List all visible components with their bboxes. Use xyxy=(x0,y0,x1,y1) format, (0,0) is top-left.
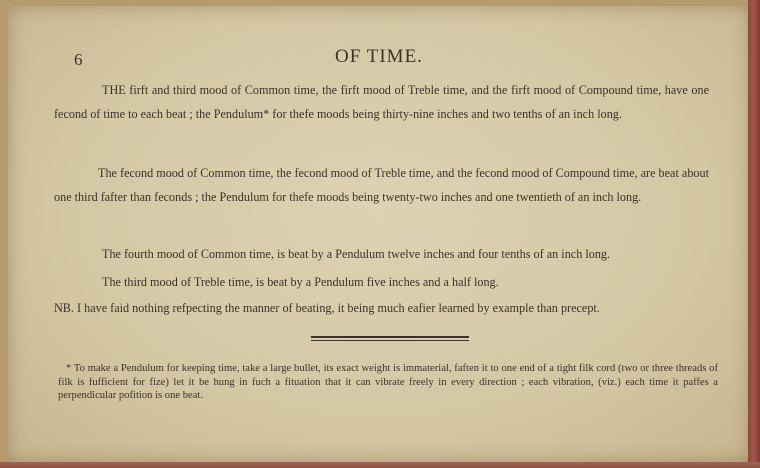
book-cover-edge xyxy=(748,0,760,468)
book-cover-bottom-edge xyxy=(0,462,760,468)
paragraph-nota-bene: NB. I have faid nothing refpecting the manner of beating, it being much eafier learned by example than precept. xyxy=(54,301,600,315)
paragraph-first-moods: THE firft and third mood of Common time, the firft mood of Treble time, and the firft mood of Compound time, have one fecond of time to each beat ; the Pendulum* for thefe moods being thirty-nine inches and two tenths of an inch long. xyxy=(54,83,709,121)
paragraph-fourth-common: The fourth mood of Common time, is beat by a Pendulum twelve inches and four tenths of an inch long. xyxy=(102,247,611,261)
paragraph-third-treble: The third mood of Treble time, is beat by a Pendulum five inches and a half long. xyxy=(102,275,499,289)
divider-rule xyxy=(311,336,469,338)
divider-rule-thin xyxy=(311,340,469,341)
page-number: 6 xyxy=(74,50,83,69)
book-page xyxy=(8,6,750,462)
page-title: OF TIME. xyxy=(335,46,423,67)
paragraph-second-moods: The fecond mood of Common time, the fecond mood of Treble time, and the fecond mood of Compound time, are beat about one third fafter than feconds ; the Pendulum for thefe moods being twenty-two inches and one twentieth of an inch long. xyxy=(54,166,709,204)
footnote: * To make a Pendulum for keeping time, take a large bullet, its exact weight is immaterial, faften it to one end of a tight filk cord (two or three threads of filk is fufficient for fize) let it be hung in fuch a fituation that it can vibrate freely in every direction ; each vibration, (viz.) each time it paffes a perpendicular pofition is one beat. xyxy=(58,363,718,401)
